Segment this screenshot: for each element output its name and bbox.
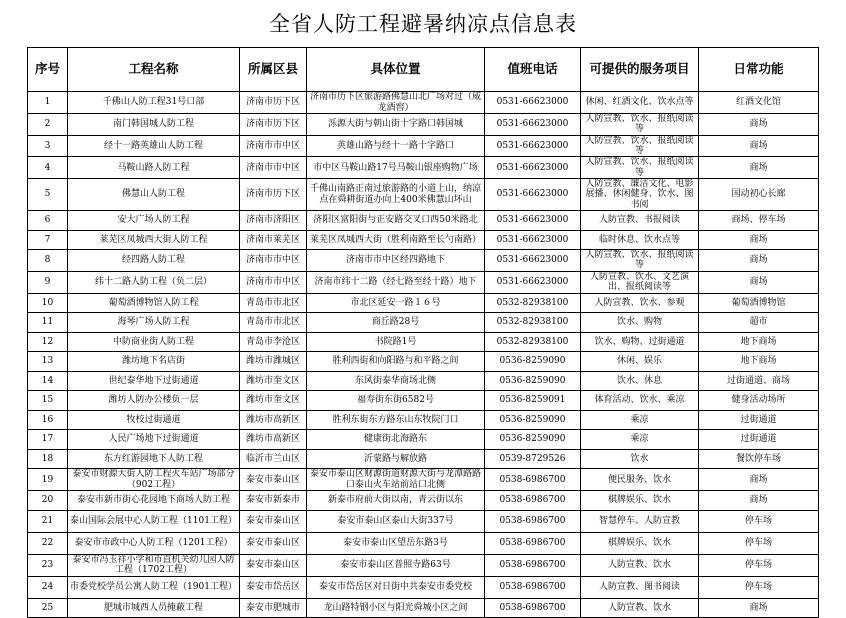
cell-services: 饮水、购物: [581, 313, 699, 333]
cell-services: 便民服务、饮水: [581, 469, 699, 491]
cell-location: 济阳区富阳街与正安路交叉口西50米路北: [307, 211, 485, 231]
cell-no: 10: [28, 293, 68, 313]
cell-district: 泰安市肥城市: [240, 598, 307, 618]
cell-name: 纬十二路人防工程（负二层）: [68, 271, 240, 293]
cell-location: 泰安市泰山区望岳东路3号: [307, 532, 485, 554]
header-daily: 日常功能: [699, 48, 819, 92]
table-row: [28, 491, 819, 511]
cell-location: 莱芜区凤城西大街（胜利南路至长勺南路）: [307, 230, 485, 250]
cell-phone: 0536-8259090: [485, 410, 581, 430]
cell-district: 潍坊市高新区: [240, 410, 307, 430]
cell-phone: 0538-6986700: [485, 510, 581, 532]
cell-location: 书院路1号: [307, 332, 485, 352]
cell-services: 乘凉: [581, 430, 699, 450]
header-phone: 值班电话: [485, 48, 581, 92]
cell-daily: 商场: [699, 230, 819, 250]
table-row: [28, 179, 819, 211]
cell-district: 泰安市新泰市: [240, 491, 307, 511]
cell-phone: 0539-8729526: [485, 449, 581, 469]
header-row: [28, 48, 819, 92]
cell-services: 人防宣教、图书阅读: [581, 576, 699, 598]
cell-name: 葡萄酒博物馆人防工程: [68, 293, 240, 313]
cell-name: 佛慧山人防工程: [68, 179, 240, 211]
cell-district: 青岛市市北区: [240, 313, 307, 333]
header-district: 所属区县: [240, 48, 307, 92]
cell-location: 济南市纬十二路（经七路至经十路）地下: [307, 271, 485, 293]
cell-no: 6: [28, 211, 68, 231]
cell-no: 24: [28, 576, 68, 598]
cell-daily: 停车场: [699, 510, 819, 532]
cell-name: 中防商业街人防工程: [68, 332, 240, 352]
table-row: [28, 211, 819, 231]
table-row: [28, 576, 819, 598]
cell-no: 8: [28, 250, 68, 272]
cell-daily: 停车场: [699, 532, 819, 554]
cell-name: 人民广场地下过街通道: [68, 430, 240, 450]
table-row: [28, 230, 819, 250]
cell-phone: 0531-66623000: [485, 250, 581, 272]
cell-no: 5: [28, 179, 68, 211]
cell-district: 潍坊市潍城区: [240, 352, 307, 372]
cell-daily: 过街通道: [699, 410, 819, 430]
cell-phone: 0531-66623000: [485, 230, 581, 250]
cell-services: 乘凉: [581, 410, 699, 430]
info-table: [27, 47, 819, 618]
cell-location: 沂蒙路与解放路: [307, 449, 485, 469]
cell-name: 泰山国际会展中心人防工程（1101工程）: [68, 510, 240, 532]
cell-services: 棋牌娱乐、饮水: [581, 491, 699, 511]
cell-phone: 0536-8259091: [485, 391, 581, 411]
header-name: 工程名称: [68, 48, 240, 92]
cell-daily: 商场: [699, 157, 819, 179]
cell-location: 市北区延安一路１６号: [307, 293, 485, 313]
cell-name: 泰安市新市街心花园地下商场人防工程: [68, 491, 240, 511]
cell-name: 东方红游园地下人防工程: [68, 449, 240, 469]
cell-daily: 商场、停车场: [699, 211, 819, 231]
cell-location: 新泰市府前大街以南，青云街以东: [307, 491, 485, 511]
cell-daily: 停车场: [699, 554, 819, 576]
cell-district: 济南市莱芜区: [240, 230, 307, 250]
table-row: [28, 449, 819, 469]
cell-phone: 0538-6986700: [485, 554, 581, 576]
cell-services: 人防宣教、饮水: [581, 598, 699, 618]
cell-services: 人防宣教、饮水、报纸阅读等: [581, 157, 699, 179]
cell-daily: 停车场: [699, 576, 819, 598]
table-row: [28, 371, 819, 391]
cell-name: 泰安市冯玉祥小学和市直机关幼儿园人防工程（1702工程）: [68, 554, 240, 576]
cell-district: 临沂市兰山区: [240, 449, 307, 469]
cell-name: 安大广场人防工程: [68, 211, 240, 231]
table-row: [28, 157, 819, 179]
cell-district: 济南市历下区: [240, 114, 307, 136]
cell-location: 英雄山路与经十一路十字路口: [307, 135, 485, 157]
header-services: 可提供的服务项目: [581, 48, 699, 92]
cell-district: 泰安市泰山区: [240, 532, 307, 554]
cell-daily: 商场: [699, 135, 819, 157]
cell-district: 济南市市中区: [240, 271, 307, 293]
cell-district: 潍坊市奎文区: [240, 391, 307, 411]
cell-services: 人防宣教、饮水、报纸阅读等: [581, 135, 699, 157]
cell-district: 济南市历下区: [240, 179, 307, 211]
cell-no: 18: [28, 449, 68, 469]
cell-district: 济南市市中区: [240, 135, 307, 157]
cell-services: 饮水、休息: [581, 371, 699, 391]
cell-phone: 0531-66623000: [485, 179, 581, 211]
cell-location: 胜利西街和向阳路与和平路之间: [307, 352, 485, 372]
cell-services: 人防宣教、书报阅读: [581, 211, 699, 231]
cell-name: 经四路人防工程: [68, 250, 240, 272]
cell-location: 泺源大街与朝山街十字路口韩国城: [307, 114, 485, 136]
cell-district: 泰安市泰山区: [240, 510, 307, 532]
cell-daily: 商场: [699, 271, 819, 293]
cell-phone: 0532-82938100: [485, 313, 581, 333]
cell-services: 饮水: [581, 449, 699, 469]
cell-no: 13: [28, 352, 68, 372]
cell-daily: 地下商场: [699, 332, 819, 352]
table-row: [28, 293, 819, 313]
cell-daily: 地下商场: [699, 352, 819, 372]
cell-phone: 0531-66623000: [485, 114, 581, 136]
table-row: [28, 469, 819, 491]
cell-no: 9: [28, 271, 68, 293]
page-title: 全省人防工程避暑纳凉点信息表: [269, 12, 577, 36]
cell-phone: 0536-8259090: [485, 430, 581, 450]
cell-location: 商丘路28号: [307, 313, 485, 333]
cell-no: 21: [28, 510, 68, 532]
cell-district: 青岛市李沧区: [240, 332, 307, 352]
header-location: 具体位置: [307, 48, 485, 92]
table-row: [28, 532, 819, 554]
cell-no: 3: [28, 135, 68, 157]
table-row: [28, 391, 819, 411]
cell-services: 人防宣教、饮水、报纸阅读等: [581, 114, 699, 136]
cell-location: 济南市市中区经四路地下: [307, 250, 485, 272]
table-row: [28, 352, 819, 372]
cell-name: 莱芜区凤城西大街人防工程: [68, 230, 240, 250]
cell-phone: 0532-82938100: [485, 332, 581, 352]
cell-daily: 过街通道、商场: [699, 371, 819, 391]
cell-services: 休闲、娱乐: [581, 352, 699, 372]
cell-phone: 0532-82938100: [485, 293, 581, 313]
cell-daily: 商场: [699, 469, 819, 491]
cell-no: 7: [28, 230, 68, 250]
cell-phone: 0538-6986700: [485, 576, 581, 598]
cell-daily: 商场: [699, 114, 819, 136]
cell-location: 市中区马鞍山路17号马鞍山银座购物广场: [307, 157, 485, 179]
cell-district: 济南市历下区: [240, 92, 307, 114]
cell-location: 健康街北海路东: [307, 430, 485, 450]
cell-no: 2: [28, 114, 68, 136]
cell-location: 龙山路特钢小区与阳光舜城小区之间: [307, 598, 485, 618]
cell-services: 人防宣教、饮水: [581, 554, 699, 576]
cell-district: 潍坊市高新区: [240, 430, 307, 450]
cell-no: 20: [28, 491, 68, 511]
cell-district: 青岛市市北区: [240, 293, 307, 313]
cell-services: 人防宣教、廉洁文化、电影展播、休闲健身、饮水、图书阅: [581, 179, 699, 211]
table-row: [28, 135, 819, 157]
cell-no: 17: [28, 430, 68, 450]
cell-name: 海琴广场人防工程: [68, 313, 240, 333]
cell-location: 胜利东街东方路东山东牧院门口: [307, 410, 485, 430]
cell-district: 泰安市岱岳区: [240, 576, 307, 598]
cell-daily: 超市: [699, 313, 819, 333]
cell-daily: 红酒文化馆: [699, 92, 819, 114]
cell-district: 济南市济阳区: [240, 211, 307, 231]
cell-district: 泰安市泰山区: [240, 469, 307, 491]
cell-no: 4: [28, 157, 68, 179]
cell-location: 泰安市泰山区普照寺路63号: [307, 554, 485, 576]
table-row: [28, 114, 819, 136]
cell-location: 泰安市岱岳区对日街中共泰安市委党校: [307, 576, 485, 598]
table-row: [28, 92, 819, 114]
cell-phone: 0531-66623000: [485, 211, 581, 231]
cell-location: 千佛山南路正南过旅游路的小道上山，纳凉点在舜耕街道办向上400米佛慧山坏山: [307, 179, 485, 211]
cell-name: 南门韩国城人防工程: [68, 114, 240, 136]
cell-daily: 过街通道: [699, 430, 819, 450]
table-row: [28, 554, 819, 576]
cell-location: 东风街泰华商场北侧: [307, 371, 485, 391]
cell-services: 人防宣教、饮水、文艺演出、报纸阅读等: [581, 271, 699, 293]
cell-phone: 0531-66623000: [485, 157, 581, 179]
cell-name: 市委党校学员公寓人防工程（1901工程）: [68, 576, 240, 598]
cell-name: 牧校过街通道: [68, 410, 240, 430]
cell-no: 11: [28, 313, 68, 333]
cell-name: 泰安市市政中心人防工程（1201工程）: [68, 532, 240, 554]
cell-services: 饮水、购物、过街通道: [581, 332, 699, 352]
cell-name: 马鞍山路人防工程: [68, 157, 240, 179]
table-row: [28, 313, 819, 333]
cell-no: 14: [28, 371, 68, 391]
cell-name: 世纪泰华地下过街通道: [68, 371, 240, 391]
cell-phone: 0531-66623000: [485, 135, 581, 157]
cell-services: 体育活动、饮水、乘凉: [581, 391, 699, 411]
cell-phone: 0536-8259090: [485, 371, 581, 391]
table-row: [28, 271, 819, 293]
cell-phone: 0536-8259090: [485, 352, 581, 372]
header-no: 序号: [28, 48, 68, 92]
cell-no: 22: [28, 532, 68, 554]
cell-no: 1: [28, 92, 68, 114]
cell-name: 肥城市城西人员掩蔽工程: [68, 598, 240, 618]
cell-name: 泰安市财源大街人防工程火车站广场部分（902工程）: [68, 469, 240, 491]
cell-services: 人防宣教、饮水、参观: [581, 293, 699, 313]
table-row: [28, 250, 819, 272]
cell-services: 休闲、红酒文化、饮水点等: [581, 92, 699, 114]
cell-daily: 国动初心长廊: [699, 179, 819, 211]
cell-district: 潍坊市奎文区: [240, 371, 307, 391]
cell-daily: 餐饮停车场: [699, 449, 819, 469]
cell-no: 15: [28, 391, 68, 411]
cell-phone: 0538-6986700: [485, 469, 581, 491]
cell-phone: 0538-6986700: [485, 598, 581, 618]
cell-phone: 0531-66623000: [485, 271, 581, 293]
cell-services: 人防宣教、饮水、报纸阅读等: [581, 250, 699, 272]
cell-district: 济南市市中区: [240, 157, 307, 179]
cell-no: 16: [28, 410, 68, 430]
cell-no: 12: [28, 332, 68, 352]
table-row: [28, 430, 819, 450]
cell-phone: 0538-6986700: [485, 532, 581, 554]
cell-daily: 商场: [699, 491, 819, 511]
cell-location: 福寿街东街6582号: [307, 391, 485, 411]
cell-daily: 商场: [699, 250, 819, 272]
cell-location: 济南市历下区旅游路佛慧山北广场对过（威龙酒窖）: [307, 92, 485, 114]
cell-district: 济南市市中区: [240, 250, 307, 272]
cell-services: 棋牌娱乐、饮水: [581, 532, 699, 554]
table-row: [28, 510, 819, 532]
cell-name: 潍坊地下名店街: [68, 352, 240, 372]
cell-daily: 葡萄酒博物馆: [699, 293, 819, 313]
cell-location: 泰安市泰山区泰山大街337号: [307, 510, 485, 532]
cell-daily: 健身活动场所: [699, 391, 819, 411]
cell-services: 临时休息、饮水点等: [581, 230, 699, 250]
cell-services: 智慧停车、人防宣教: [581, 510, 699, 532]
cell-no: 19: [28, 469, 68, 491]
cell-name: 潍坊人防办公楼负一层: [68, 391, 240, 411]
cell-name: 千佛山人防工程31号口部: [68, 92, 240, 114]
cell-daily: 商场: [699, 598, 819, 618]
table-row: [28, 598, 819, 618]
table-row: [28, 332, 819, 352]
cell-no: 25: [28, 598, 68, 618]
cell-name: 经十一路英雄山人防工程: [68, 135, 240, 157]
cell-phone: 0531-66623000: [485, 92, 581, 114]
table-row: [28, 410, 819, 430]
cell-location: 泰安市泰山区财源街道财源大街与龙潭路路口泰山火车站前站口北侧: [307, 469, 485, 491]
table-body: [28, 92, 819, 618]
cell-phone: 0538-6986700: [485, 491, 581, 511]
cell-district: 泰安市泰山区: [240, 554, 307, 576]
cell-no: 23: [28, 554, 68, 576]
